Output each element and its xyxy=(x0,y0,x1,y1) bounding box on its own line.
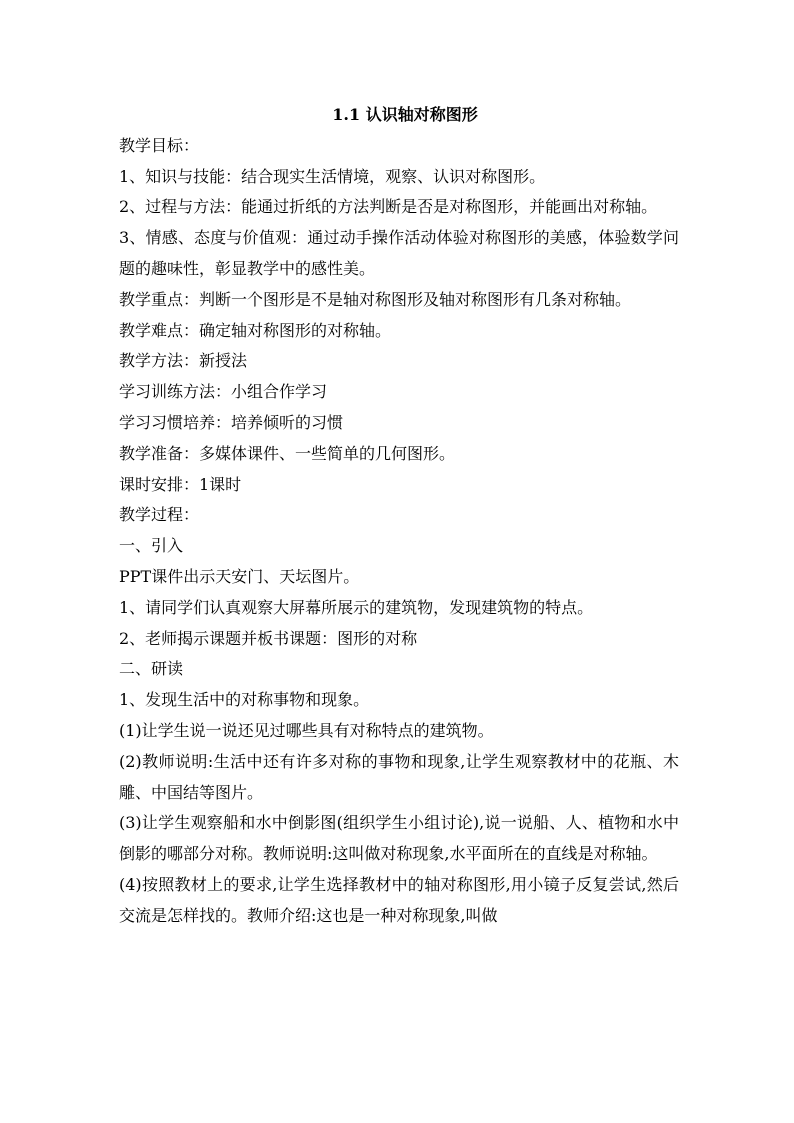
section-heading-study: 二、研读 xyxy=(119,659,184,679)
paragraph-study-step-1: 1、发现生活中的对称事物和现象。 xyxy=(119,690,370,710)
paragraph-teaching-method: 教学方法：新授法 xyxy=(119,351,248,371)
paragraph-schedule: 课时安排：1课时 xyxy=(119,474,242,494)
paragraph-ppt-intro: PPT课件出示天安门、天坛图片。 xyxy=(119,566,360,586)
paragraph-study-substep-4: (4)按照教材上的要求,让学生选择教材中的轴对称图形,用小镜子反复尝试,然后交流是怎样找的。教师介绍:这也是一种对称现象,叫做 xyxy=(119,874,679,925)
paragraph-intro-step-2: 2、老师揭示课题并板书课题：图形的对称 xyxy=(119,628,418,648)
paragraph-study-substep-3: (3)让学生观察船和水中倒影图(组织学生小组讨论),说一说船、人、植物和水中倒影的哪部分对称。教师说明:这叫做对称现象,水平面所在的直线是对称轴。 xyxy=(119,813,679,864)
paragraph-study-substep-1: (1)让学生说一说还见过哪些具有对称特点的建筑物。 xyxy=(119,720,494,740)
paragraph-objective-emotion: 3、情感、态度与价值观：通过动手操作活动体验对称图形的美感，体验数学问题的趣味性，彰显教学中的感性美。 xyxy=(119,228,679,278)
paragraph-objectives-heading: 教学目标： xyxy=(119,135,200,155)
paragraph-preparation: 教学准备：多媒体课件、一些简单的几何图形。 xyxy=(119,443,456,463)
document-page xyxy=(119,100,679,932)
paragraph-habit-training: 学习习惯培养：培养倾听的习惯 xyxy=(119,412,344,432)
paragraph-process-heading: 教学过程： xyxy=(119,505,200,525)
paragraph-difficulties: 教学难点：确定轴对称图形的对称轴。 xyxy=(119,320,392,340)
paragraph-key-points: 教学重点：判断一个图形是不是轴对称图形及轴对称图形有几条对称轴。 xyxy=(119,289,632,309)
document-title: 1.1 认识轴对称图形 xyxy=(332,105,478,124)
paragraph-study-substep-2: (2)教师说明:生活中还有许多对称的事物和现象,让学生观察教材中的花瓶、木雕、中国结等图片。 xyxy=(119,751,679,802)
paragraph-objective-process: 2、过程与方法：能通过折纸的方法判断是否是对称图形，并能画出对称轴。 xyxy=(119,197,658,217)
paragraph-objective-knowledge: 1、知识与技能：结合现实生活情境，观察、认识对称图形。 xyxy=(119,166,546,186)
paragraph-training-method: 学习训练方法：小组合作学习 xyxy=(119,382,328,402)
section-heading-intro: 一、引入 xyxy=(119,536,184,556)
paragraph-intro-step-1: 1、请同学们认真观察大屏幕所展示的建筑物，发现建筑物的特点。 xyxy=(119,597,594,617)
